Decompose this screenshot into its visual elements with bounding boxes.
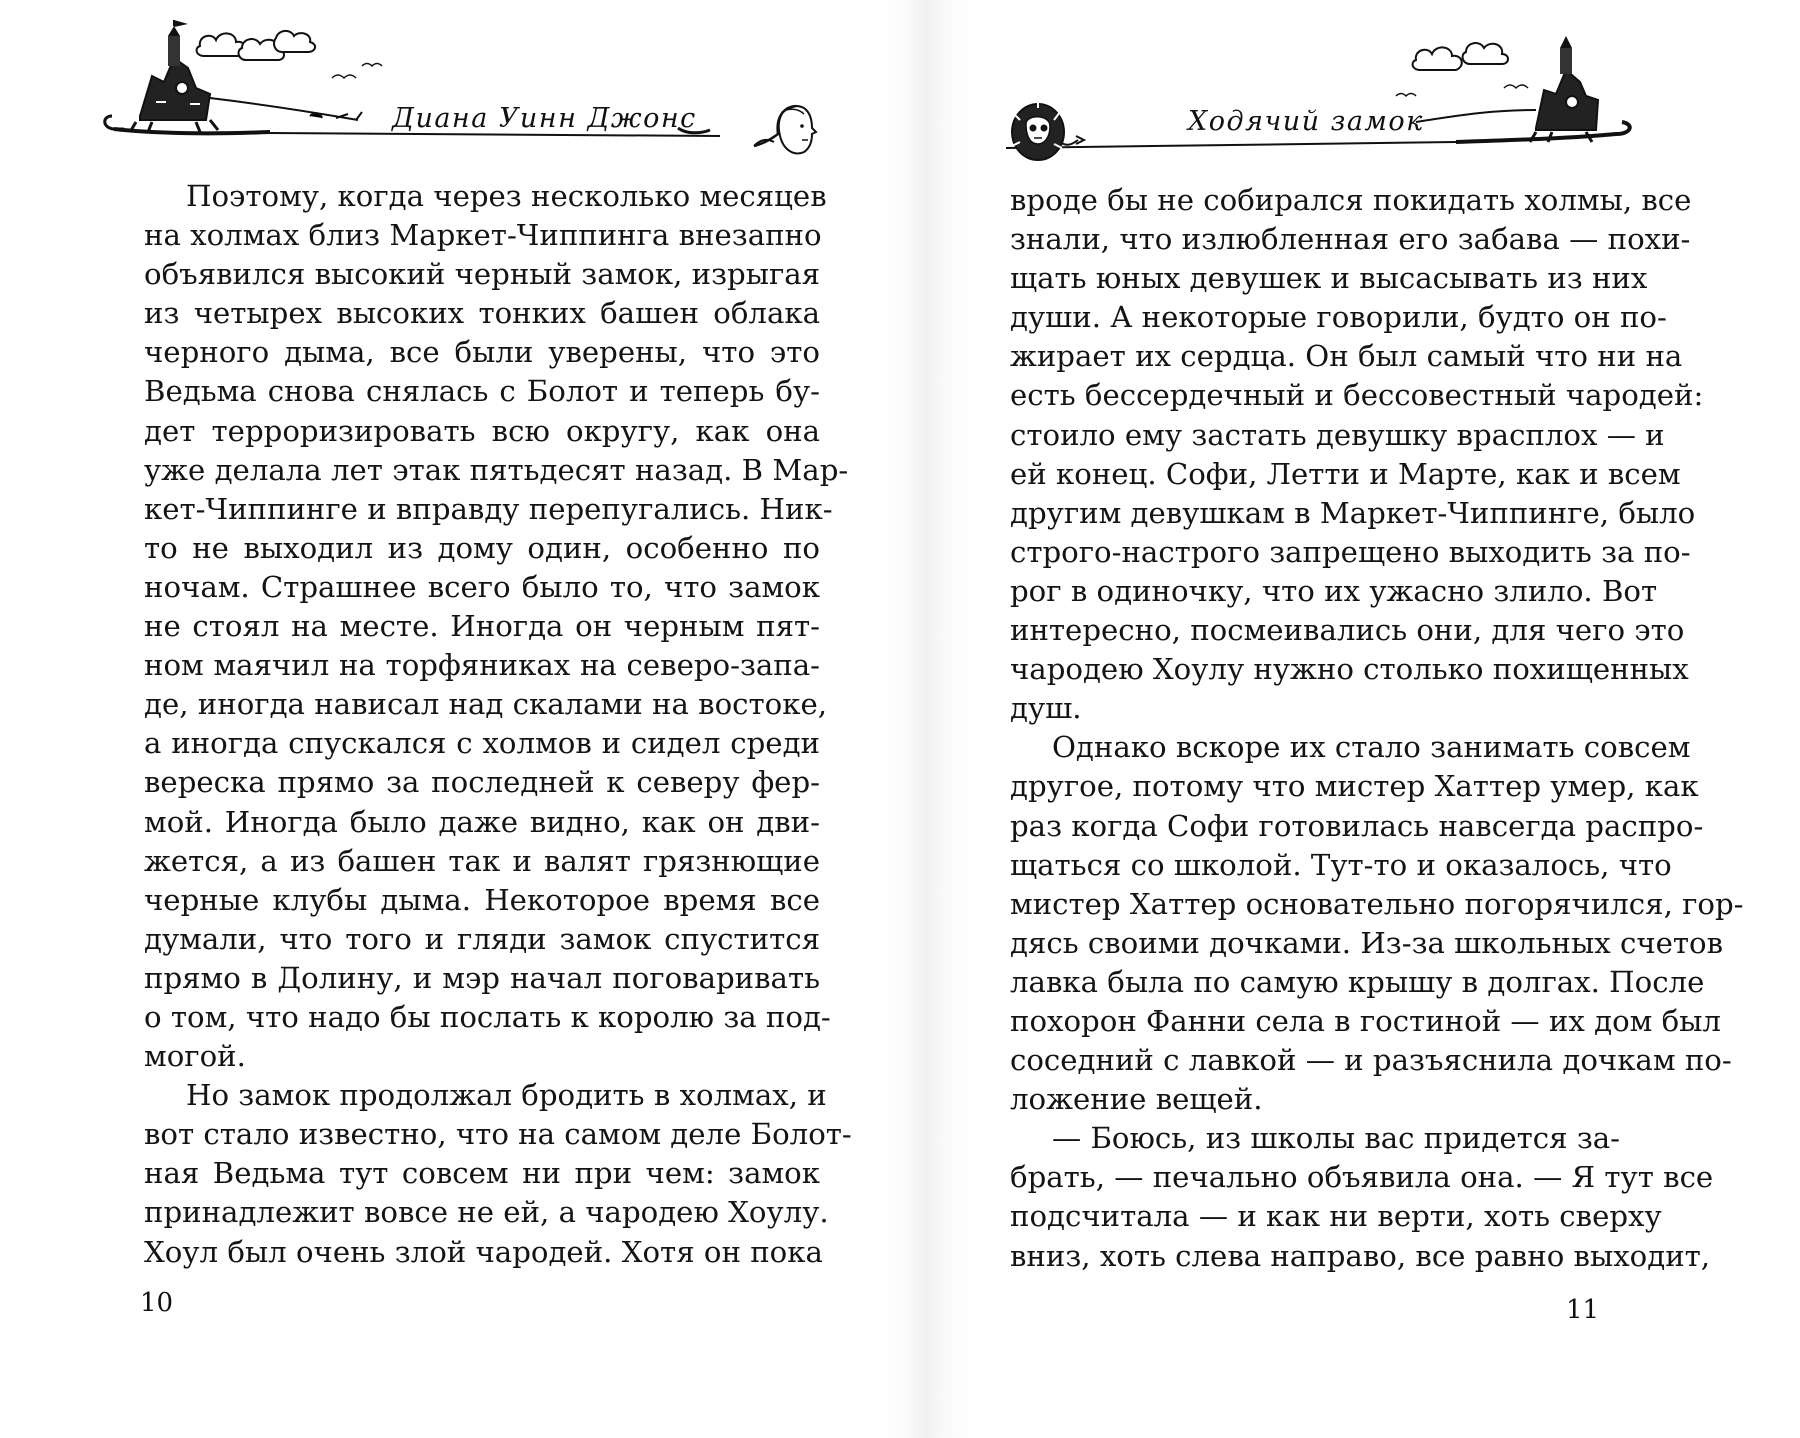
running-head-title: Ходячий замок xyxy=(1188,106,1424,137)
text-line: уже делала лет этак пятьдесят назад. В Мар- xyxy=(144,452,849,487)
text-line: другое, потому что мистер Хаттер умер, как xyxy=(1010,769,1699,804)
text-line: жирает их сердца. Он был самый что ни на xyxy=(1010,339,1683,374)
text-line: интересно, посмеивались они, для чего это xyxy=(1010,613,1685,648)
text-line: другим девушкам в Маркет-Чиппинге, было xyxy=(1010,495,1696,530)
text-line: кет-Чиппинге и вправду перепугались. Ник- xyxy=(144,491,833,526)
text-line: мой. Иногда было даже видно, как он дви- xyxy=(144,804,820,839)
wreathed-skull-icon xyxy=(1000,94,1086,172)
text-line: из четырех высоких тонких башен облака xyxy=(144,296,820,331)
text-line: мистер Хаттер основательно погорячился, гор- xyxy=(1010,886,1744,921)
text-line: о том, что надо бы послать к королю за под- xyxy=(144,999,831,1034)
text-line: объявился высокий черный замок, изрыгая xyxy=(144,257,821,292)
text-line: ная Ведьма тут совсем ни при чем: замок xyxy=(144,1156,820,1191)
text-line: Ведьма снова снялась с Болот и теперь бу- xyxy=(144,374,820,409)
text-line: прямо в Долину, и мэр начал поговаривать xyxy=(144,960,820,995)
text-line: де, иногда нависал над скалами на востоке, xyxy=(144,687,827,722)
text-line: чародею Хоулу нужно столько похищенных xyxy=(1010,652,1689,687)
text-line: ном маячил на торфяниках на северо-запа- xyxy=(144,648,820,683)
text-line: Но замок продолжал бродить в холмах, и xyxy=(186,1078,827,1113)
text-line: щать юных девушек и высасывать из них xyxy=(1010,261,1648,296)
text-line: вроде бы не собирался покидать холмы, все xyxy=(1010,183,1692,217)
text-line: думали, что того и гляди замок спустится xyxy=(144,921,820,956)
text-line: дет терроризировать всю округу, как она xyxy=(144,413,820,448)
text-line: души. А некоторые говорили, будто он по- xyxy=(1010,300,1667,335)
text-line: а иногда спускался с холмов и сидел среди xyxy=(144,726,820,761)
text-line: брать, — печально объявила она. — Я тут все xyxy=(1010,1160,1714,1195)
left-page-text xyxy=(144,177,852,1272)
text-line: на холмах близ Маркет-Чиппинга внезапно xyxy=(144,218,822,253)
text-line: соседний с лавкой — и разъяснила дочкам по- xyxy=(1010,1043,1732,1078)
text-line: ночам. Страшнее всего было то, что замок xyxy=(144,569,820,604)
running-head-author: Диана Уинн Джонс xyxy=(392,103,697,134)
text-line: подсчитала — и как ни верти, хоть сверху xyxy=(1010,1199,1662,1234)
text-line: вот стало известно, что на самом деле Болот- xyxy=(144,1117,852,1152)
text-line: Поэтому, когда через несколько месяцев xyxy=(186,179,827,213)
text-line: черного дыма, все были уверены, что это xyxy=(144,335,820,370)
page-number-left: 10 xyxy=(140,1288,174,1318)
castle-vignette-icon xyxy=(996,30,1636,160)
text-line: лавка была по самую крышу в долгах. После xyxy=(1010,964,1705,999)
text-line: рог в одиночку, что их ужасно злило. Вот xyxy=(1010,573,1658,608)
text-line: похорон Фанни села в гостиной — их дом был xyxy=(1010,1003,1721,1038)
text-line: ложение вещей. xyxy=(1010,1082,1263,1117)
text-line: — Боюсь, из школы вас придется за- xyxy=(1052,1121,1621,1156)
right-page-text xyxy=(1010,181,1744,1276)
right-page xyxy=(900,0,1800,1438)
text-line: черные клубы дыма. Некоторое время все xyxy=(144,882,820,917)
text-line: принадлежит вовсе не ей, а чародею Хоулу. xyxy=(144,1195,829,1230)
text-line: есть бессердечный и бессовестный чародей: xyxy=(1010,378,1704,413)
text-line: вереска прямо за последней к северу фер- xyxy=(144,765,820,800)
text-line: строго-настрого запрещено выходить за по- xyxy=(1010,534,1691,569)
text-line: ей конец. Софи, Летти и Марте, как и всем xyxy=(1010,456,1681,491)
text-line: раз когда Софи готовилась навсегда распро- xyxy=(1010,808,1704,843)
text-line: Однако вскоре их стало занимать совсем xyxy=(1052,730,1691,765)
text-line: знали, что излюбленная его забава — похи- xyxy=(1010,222,1691,257)
text-line: вниз, хоть слева направо, все равно выходит, xyxy=(1010,1238,1711,1273)
text-line: стоило ему застать девушку врасплох — и xyxy=(1010,417,1665,452)
text-line: жется, а из башен так и валят грязнющие xyxy=(144,843,820,878)
text-line: Хоул был очень злой чародей. Хотя он пока xyxy=(144,1234,823,1269)
text-line: дясь своими дочками. Из-за школьных счетов xyxy=(1010,925,1724,960)
text-line: могой. xyxy=(144,1039,246,1074)
text-line: душ. xyxy=(1010,691,1082,726)
woman-portrait-icon xyxy=(752,96,842,168)
text-line: щаться со школой. Тут-то и оказалось, что xyxy=(1010,847,1672,882)
text-line: то не выходил из дому один, особенно по xyxy=(144,530,820,565)
text-line: не стоял на месте. Иногда он черным пят- xyxy=(144,609,820,644)
page-number-right: 11 xyxy=(1566,1295,1600,1325)
